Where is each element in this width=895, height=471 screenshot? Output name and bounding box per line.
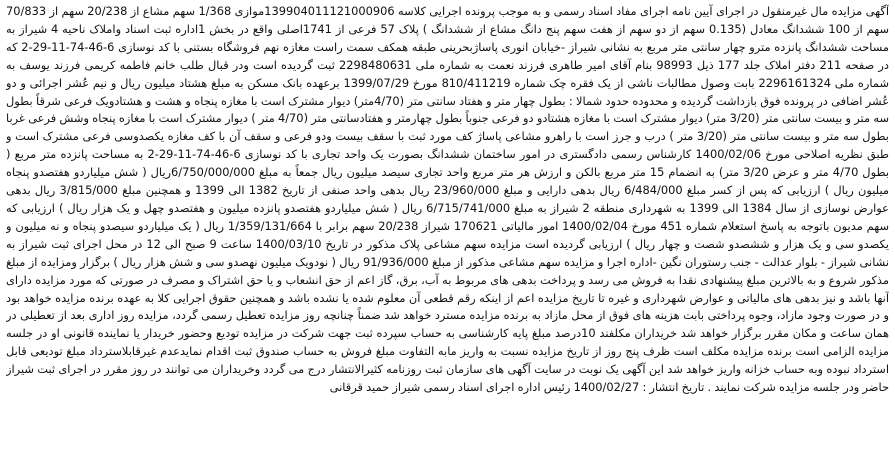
auction-notice-text xyxy=(6,3,889,468)
notice-paragraph: آگهی مزایده مال غیرمنقول در اجرای آیین نامه اجرای مفاد اسناد رسمی و به موجب پرونده اجرایی کلاسه 139904011121000906موازی 1/368 سهم مشاع از 20/238 سهم از 70/833 سهم از 100 ششدانگ معادل (0.135 سهم از دو سهم از هفت سهم پنج دانگ مشاع از ششدانگ ) پلاک 57 فرعی از 1741اصلی واقع در بخش 1اداره ثبت اسناد واملاک ناحیه 4 شیراز به مساحت ششدانگ پانزده مترو چهار سانتی متر مربع به نشانی شیراز -خیابان انوری پاساژبحرینی طبقه همکف سمت راست مغازه نهم فروشگاه بستنی با کد نوسازی 6-46-74-11-29-2 که در صفحه 211 دفتر املاک جلد 177 ذیل 98993 بنام آقای امیر طاهری فرزند نعمت به شماره ملی 2298480631 ثبت گردیده است ودر قبال طلب خانم فاطمه کریمی فرزند یوسف به شماره ملی 2296161324 بابت وصول مطالبات ناشی از یک فقره چک شماره 810/411219 مورخ 1399/07/29 برعهده بانک مسکن به مبلغ هشتاد میلیون ریال و نیم عُشر اجرائی و دو عُشر اضافی در پرونده فوق بازداشت گردیده و محدوده حدود شمالا : بطول چهار متر و هفتاد سانتی متر (4/70متر) دیوار مشترک است با مغازه پنجاه و هشت و هشتادویک فرعی شرقاً بطول سه متر و بیست سانتی متر (3/20 متر) دیوار مشترک است با مغازه هشتادو دو فرعی جنوباً بطول چهارمتر و هفتادسانتی متر (4/70 متر ) دیوار مشترک است با مغازه پنجاه وشش فرعی غربا بطول سه متر و بیست سانتی متر (3/20 متر ) درب و جرز است با راهرو مشاعی پاساژ کف مورد ثبت با سقف بیست ودو فرعی و سقف آن با کف مغازه یکصدوسی فرعی مشترک است و طبق نظریه اصلاحی مورخ 1400/02/06 کارشناس رسمی دادگستری در امور ساختمان ششدانگ بصورت یک واحد تجاری با کد نوسازی 6-46-74-11-29-2 به مساحت پانزده متر مربع ( بطول 4/70 متر و عرض 3/20 متر) به انضمام 15 متر مربع بالکن و ارزش هر متر مربع واحد تجاری سیصد میلیون ریال جمعاً به مبلغ 6/750/000/000ریال ( شش میلیاردو هفتصدو پنجاه میلیون ریال ) ارزیابی که پس از کسر مبلغ 6/484/000 ریال بدهی دارایی و مبلغ 23/960/000 ریال بدهی واحد صنفی از تاریخ 1382 الی 1399 و همچنین مبلغ 3/815/000 ریال بدهی عوارض نوسازی از سال 1384 الی 1399 به شهرداری منطقه 2 شیراز به مبلغ 6/715/741/000 ریال ( شش میلیاردو هفتصدو پانزده میلیون و هفتصدو چهل و یک هزار ریال ) ارزیابی که سهم مدیون باتوجه به پاسخ استعلام شماره 451 مورخ 1400/02/04 امور مالیاتی 170621 شیراز 20/238 سهم برابر با 1/359/131/664 ریال ( یک میلیاردو سیصدو پنجاه و نه میلیون و یکصدو سی و یک هزار و ششصدو شصت و چهار ریال ) ارزیابی گردیده است مزایده سهم مشاعی پلاک مذکور در تاریخ 1400/03/10 ساعت 9 صبح الی 12 در محل اجرای ثبت شیراز به نشانی شیراز - بلوار عدالت - جنب رستوران نگین -اداره اجرا و مزایده سهم مشاعی مذکور از مبلغ 91/936/000 ریال ( نودویک میلیون نهصدو سی و شش هزار ریال ) برگزار ومزایده از مبلغ مذکور شروع و به بالاترین مبلغ پیشنهادی نقدا به فروش می رسد و پرداخت بدهی های مربوط به آب، برق، گاز اعم از حق انشعاب و یا حق اشتراک و مصرف در صورتی که مورد مزایده دارای آنها باشد و نیز بدهی های مالیاتی و عوارض شهرداری و غیره تا تاریخ مزایده اعم از اینکه رقم قطعی آن معلوم شده یا نشده باشد و همچنین حقوق اجرایی کلا به عهده برنده مزایده خواهد بود و در صورت وجود مازاد، وجوه پرداختی بابت هزینه های فوق از محل مازاد به برنده مزایده مسترد خواهد شد ضمناً چنانچه روز مزایده تعطیل رسمی گردد، مزایده روز اداری بعد از تعطیلی در همان ساعت و مکان مقرر برگزار خواهد شد خریداران مکلفند 10درصد مبلغ پایه کارشناسی به حساب سپرده ثبت جهت شرکت در مزایده تودیع وحضور خریدار یا نماینده قانونی او در جلسه مزایده الزامی است برنده مزایده مکلف است ظرف پنج روز از تاریخ مزایده نسبت به واریز مابه التفاوت مبلغ فروش به حساب صندوق ثبت اقدام نمایدعدم غیرقابلاسترداد مبلغ تودیعی قابل استرداد نبوده وبه حساب خزانه واریز خواهد شد این آگهی یک نوبت در سایت آگهی های سازمان ثبت روزنامه کثیرالانتشار درج می گردد وخریداران می توانند در روز مقرر در اجرای ثبت شیراز حاضر ودر جلسه مزایده شرکت نمایند . تاریخ انتشار : 1400/02/27 رئیس اداره اجرای اسناد رسمی شیراز حمید قرقانی xyxy=(6,4,889,395)
